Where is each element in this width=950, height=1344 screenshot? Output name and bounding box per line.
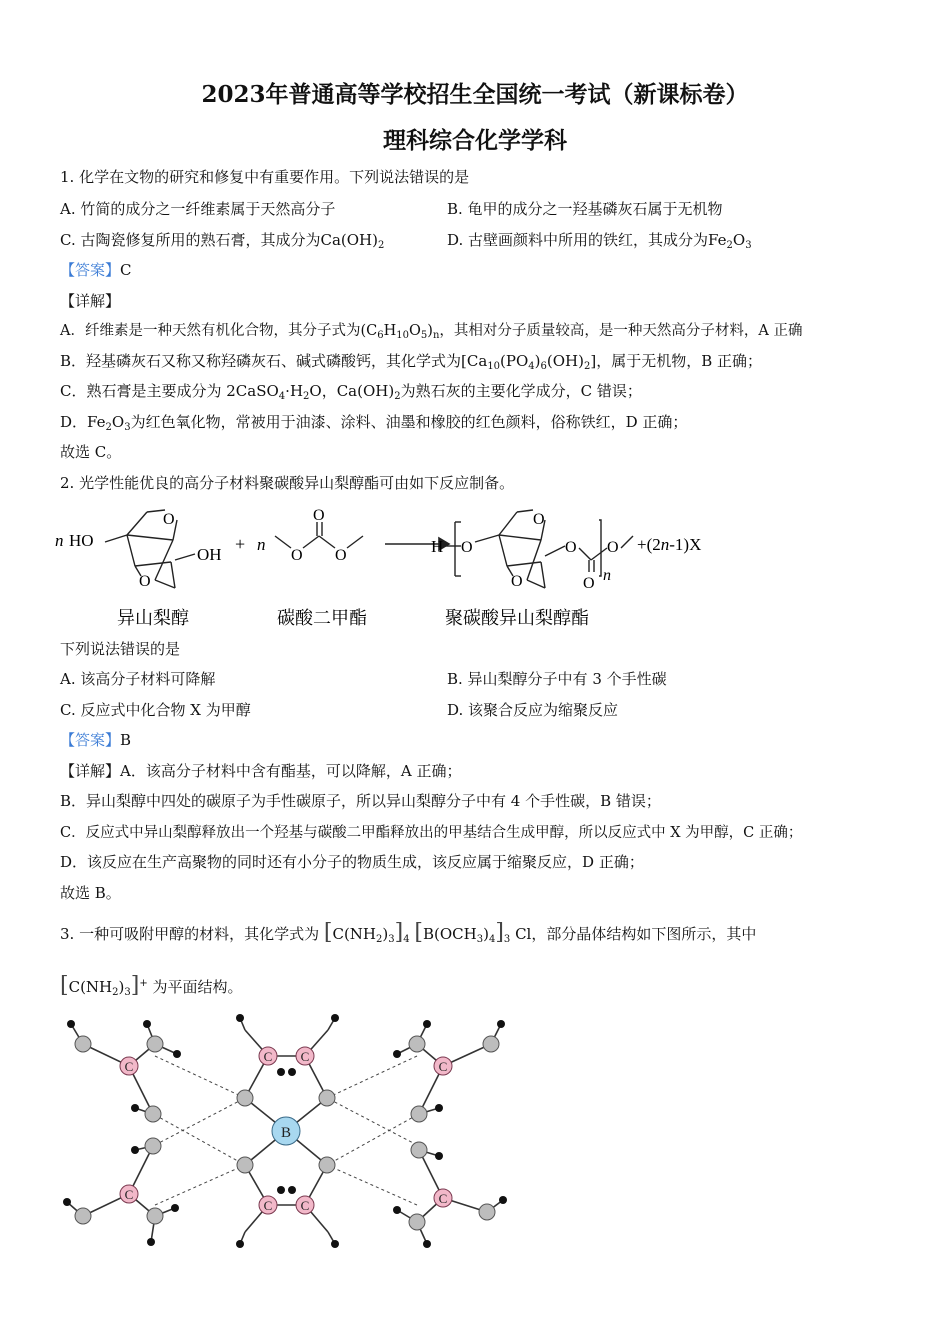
- q3-stem: 3. 一种可吸附甲醇的材料，其化学式为 $[C(NH_2)_3]_4$ $[B(OCH_3)_4]_3$ Cl，部分晶体结构如下图所示，其中: [60, 920, 757, 945]
- atom-c-6: C: [300, 1049, 310, 1064]
- q1-option-d: D. 古壁画颜料中所用的铁红，其成分为$Fe_2O_3$: [447, 231, 752, 251]
- plus-1: +: [235, 534, 246, 554]
- q2-answer: 【答案】B: [60, 731, 132, 749]
- label-dmc: 碳酸二甲酯: [277, 608, 367, 628]
- q2-prompt: 下列说法错误的是: [60, 640, 181, 658]
- q1-detail-tag: 【详解】: [60, 292, 121, 310]
- label-isosorbide: 异山梨醇: [117, 608, 189, 628]
- label-ho: HO: [69, 531, 94, 550]
- atom-c-8: C: [300, 1198, 310, 1213]
- dmc-o-left: O: [291, 547, 303, 564]
- poly-n-sub: n: [603, 567, 611, 584]
- poly-o-ester: O: [565, 539, 577, 556]
- q2-option-a: A. 该高分子材料可降解: [60, 670, 216, 688]
- q1-option-a: A. 竹简的成分之一纤维素属于天然高分子: [60, 200, 336, 218]
- q1-option-b: B. 龟甲的成分之一羟基磷灰石属于无机物: [447, 200, 723, 218]
- label-o-bottom: O: [139, 573, 151, 590]
- coef-n-1: n: [55, 531, 64, 550]
- q3-crystal-structure: [55, 1010, 525, 1250]
- poly-o-carbonyl: O: [583, 575, 595, 592]
- atom-c-4: C: [438, 1191, 448, 1206]
- atom-b-label: B: [280, 1125, 292, 1141]
- atom-c-5: C: [263, 1049, 273, 1064]
- dmc-o-right: O: [335, 547, 347, 564]
- q1-answer: 【答案】C: [60, 261, 132, 279]
- q1-explain-b: B．羟基磷灰石又称又称羟磷灰石、碱式磷酸钙，其化学式为$[Ca_{10}(PO_4)_6(OH)_2]$，属于无机物，B 正确；: [60, 352, 763, 372]
- poly-o-bottom: O: [511, 573, 523, 590]
- q2-option-c: C. 反应式中化合物 X 为甲醇: [60, 701, 251, 719]
- atom-c-3: C: [438, 1059, 448, 1074]
- dmc-skeleton: [275, 522, 363, 548]
- atom-c-7: C: [263, 1198, 273, 1213]
- paper-title: 2023年普通高等学校招生全国统一考试（新课标卷）: [201, 81, 749, 108]
- atom-c-1: C: [124, 1059, 134, 1074]
- q2-explain-c: C．反应式中异山梨醇释放出一个羟基与碳酸二甲酯释放出的甲基结合生成甲醇，所以反应式中 X 为甲醇，C 正确；: [60, 825, 803, 841]
- poly-o-end: O: [607, 539, 619, 556]
- q1-explain-a: A．纤维素是一种天然有机化合物，其分子式为$(C_6H_{10}O_5)_n$，其相对分子质量较高，是一种天然高分子材料，A 正确: [60, 323, 803, 341]
- q3-stem-line2: $[C(NH_2)_3]^+$ 为平面结构。: [60, 973, 243, 998]
- q1-explain-d: D．$Fe_2O_3$为红色氧化物，常被用于油漆、涂料、油墨和橡胶的红色颜料，俗称铁红，D 正确；: [60, 413, 688, 433]
- poly-o-top: O: [533, 511, 545, 528]
- paper-subtitle: 理科综合化学学科: [383, 127, 567, 154]
- q1-stem: 1. 化学在文物的研究和修复中有重要作用。下列说法错误的是: [60, 168, 470, 186]
- q2-explain-d: D．该反应在生产高聚物的同时还有小分子的物质生成，该反应属于缩聚反应，D 正确；: [60, 853, 644, 871]
- label-o-top: O: [163, 511, 175, 528]
- label-polymer: 聚碳酸异山梨醇酯: [445, 608, 589, 628]
- q2-conclusion: 故选 B。: [60, 884, 121, 902]
- q2-reaction-scheme: [55, 500, 755, 635]
- q2-option-b: B. 异山梨醇分子中有 3 个手性碳: [447, 670, 667, 688]
- q2-explain-a: 【详解】A．该高分子材料中含有酯基，可以降解，A 正确；: [60, 762, 462, 780]
- q1-conclusion: 故选 C。: [60, 443, 122, 461]
- label-h: H: [431, 537, 444, 556]
- coef-n-2: n: [257, 535, 266, 554]
- atom-c-2: C: [124, 1187, 134, 1202]
- poly-o-left: O: [461, 539, 473, 556]
- byproduct: +(2n-1)X: [637, 535, 702, 554]
- dmc-o-top: O: [313, 507, 325, 524]
- q2-explain-b: B．异山梨醇中四处的碳原子为手性碳原子，所以异山梨醇分子中有 4 个手性碳，B 错误；: [60, 792, 661, 810]
- q1-option-c: C. 古陶瓷修复所用的熟石膏，其成分为$Ca(OH)_2$: [60, 231, 385, 251]
- label-oh: OH: [197, 545, 222, 564]
- q2-stem: 2. 光学性能优良的高分子材料聚碳酸异山梨醇酯可由如下反应制备。: [60, 474, 515, 492]
- q1-explain-c: C．熟石膏是主要成分为 $2CaSO_4\cdot H_2O$，$Ca(OH)_2$为熟石灰的主要化学成分，C 错误；: [60, 382, 642, 402]
- q2-option-d: D. 该聚合反应为缩聚反应: [447, 701, 619, 719]
